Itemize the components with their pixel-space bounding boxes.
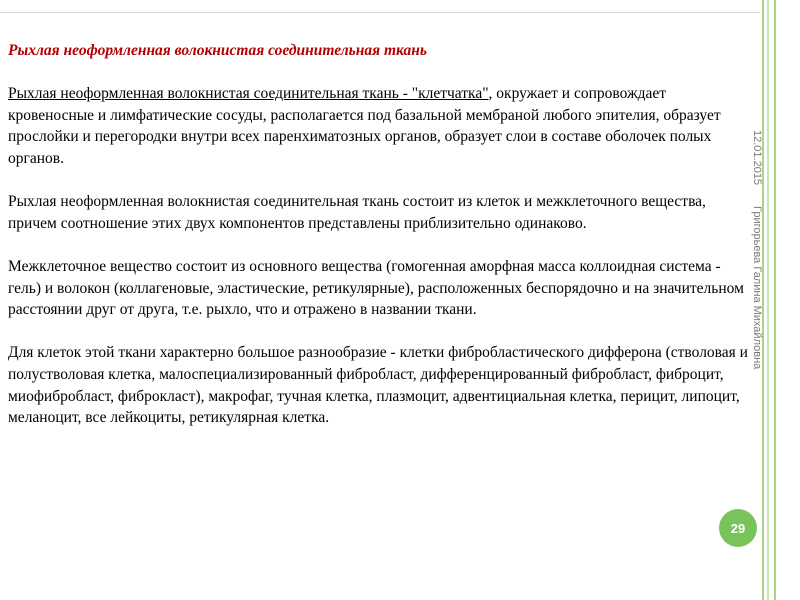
paragraph-3: Межклеточное вещество состоит из основного вещества (гомогенная аморфная масса коллоидная система - гель) и волокон (коллагеновые, эластические, ретикулярные), расположенных беспорядочно и на значительном расстоянии друг от друга, т.е. рыхло, что и отражено в названии ткани. [8,257,744,319]
sidebar-vertical-text [751,130,763,369]
slide-title: Рыхлая неоформленная волокнистая соединительная ткань [8,42,427,59]
paragraph-1 [8,83,750,169]
paragraph-1-rest: , окружает и сопровождает кровеносные и лимфатические сосуды, располагается под базальной мембраной любого эпителия, образует прослойки и перегородки внутри всех паренхиматозных органов, образует слои в составе оболочек полых органов. [8,85,721,167]
green-stripe [774,0,776,600]
paragraph-4: Для клеток этой ткани характерно большое разнообразие - клетки фибробластического дифферона (стволовая и полустволовая клетка, малоспециализированный фибробласт, дифференцированный фибробласт, фиброцит, миофибробласт, фиброкласт), макрофаг, тучная клетка, плазмоцит, адвентициальная клетка, перицит, липоцит, меланоцит, все лейкоциты, ретикулярная клетка. [8,344,748,427]
green-stripe [767,0,769,600]
paragraph-2: Рыхлая неоформленная волокнистая соединительная ткань состоит из клеток и межклеточного вещества, причем соотношение этих двух компонентов представлены приблизительно одинаково. [8,193,706,232]
paragraph-1-lead: Рыхлая неоформленная волокнистая соединительная ткань - "клетчатка" [8,85,489,103]
slide-date: 12.01.2015 [751,130,763,186]
slide-content [8,40,750,429]
page-number-badge: 29 [719,509,757,547]
slide-author: Григорьева Галина Михайловна [751,206,763,370]
top-border [0,0,760,13]
